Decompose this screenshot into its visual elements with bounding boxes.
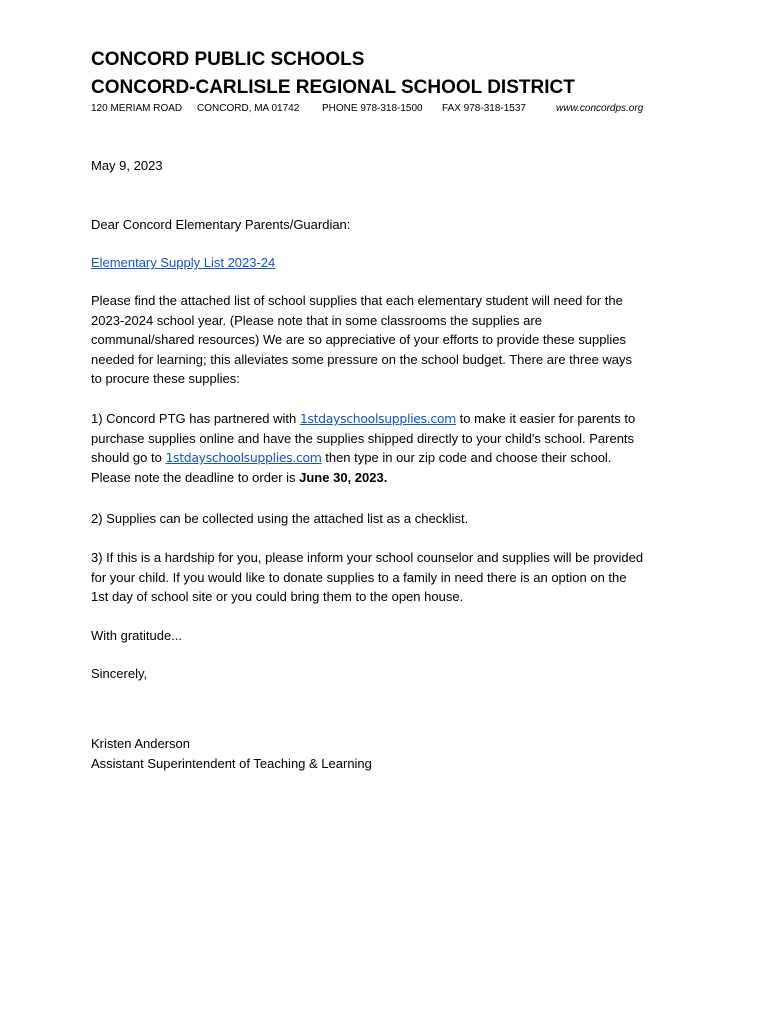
- option-3-line: 1st day of school site or you could bring them to the open house.: [91, 589, 464, 604]
- letter-date: May 9, 2023: [91, 158, 163, 173]
- intro-line: 2023-2024 school year. (Please note that in some classrooms the supplies are: [91, 312, 542, 328]
- signer-name: Kristen Anderson: [91, 736, 191, 751]
- regional-district-name: CONCORD-CARLISLE REGIONAL SCHOOL DISTRICT: [91, 77, 575, 98]
- website: www.concordps.org: [556, 103, 644, 114]
- signer-title: Assistant Superintendent of Teaching & Learning: [91, 755, 372, 771]
- option-1-text: purchase supplies online and have the supplies shipped directly to your child's school. Parents: [91, 430, 635, 446]
- intro-line: to procure these supplies:: [91, 371, 240, 386]
- salutation: Dear Concord Elementary Parents/Guardian:: [91, 217, 351, 232]
- signature-block: [91, 734, 372, 773]
- intro-paragraph: [91, 291, 632, 389]
- supplies-site-link[interactable]: 1stdayschoolsupplies.com: [299, 411, 456, 426]
- option-1-text: to make it easier for parents to: [456, 411, 636, 426]
- option-1-paragraph: [91, 409, 635, 487]
- closing: Sincerely,: [91, 666, 148, 681]
- option-1-text: should go to: [91, 450, 166, 465]
- street-address: 120 MERIAM ROAD: [91, 103, 183, 114]
- intro-line: needed for learning; this alleviates some pressure on the school budget. There are three ways: [91, 351, 633, 367]
- option-1-text: 1) Concord PTG has partnered with: [91, 411, 300, 426]
- order-deadline: June 30, 2023.: [299, 469, 388, 485]
- option-1-text: Please note the deadline to order is: [91, 469, 300, 485]
- option-3-line: 3) If this is a hardship for you, please inform your school counselor and supplies will be provided: [91, 550, 644, 565]
- gratitude-line: With gratitude...: [91, 628, 183, 643]
- option-3-paragraph: [91, 548, 643, 607]
- option-1-text: then type in our zip code and choose their school.: [321, 450, 612, 465]
- option-3-line: for your child. If you would like to donate supplies to a family in need there is an option on the: [91, 569, 627, 585]
- district-name: CONCORD PUBLIC SCHOOLS: [91, 49, 365, 70]
- option-2-paragraph: 2) Supplies can be collected using the attached list as a checklist.: [91, 511, 469, 526]
- intro-line: communal/shared resources) We are so appreciative of your efforts to provide these supplies: [91, 332, 626, 347]
- supplies-site-link-2[interactable]: 1stdayschoolsupplies.com: [165, 450, 322, 465]
- city-address: CONCORD, MA 01742: [197, 103, 300, 114]
- phone-number: PHONE 978-318-1500: [322, 103, 423, 114]
- supply-list-link[interactable]: Elementary Supply List 2023-24: [91, 255, 276, 270]
- intro-line: Please find the attached list of school supplies that each elementary student will need for the: [91, 293, 623, 308]
- fax-number: FAX 978-318-1537: [442, 103, 526, 114]
